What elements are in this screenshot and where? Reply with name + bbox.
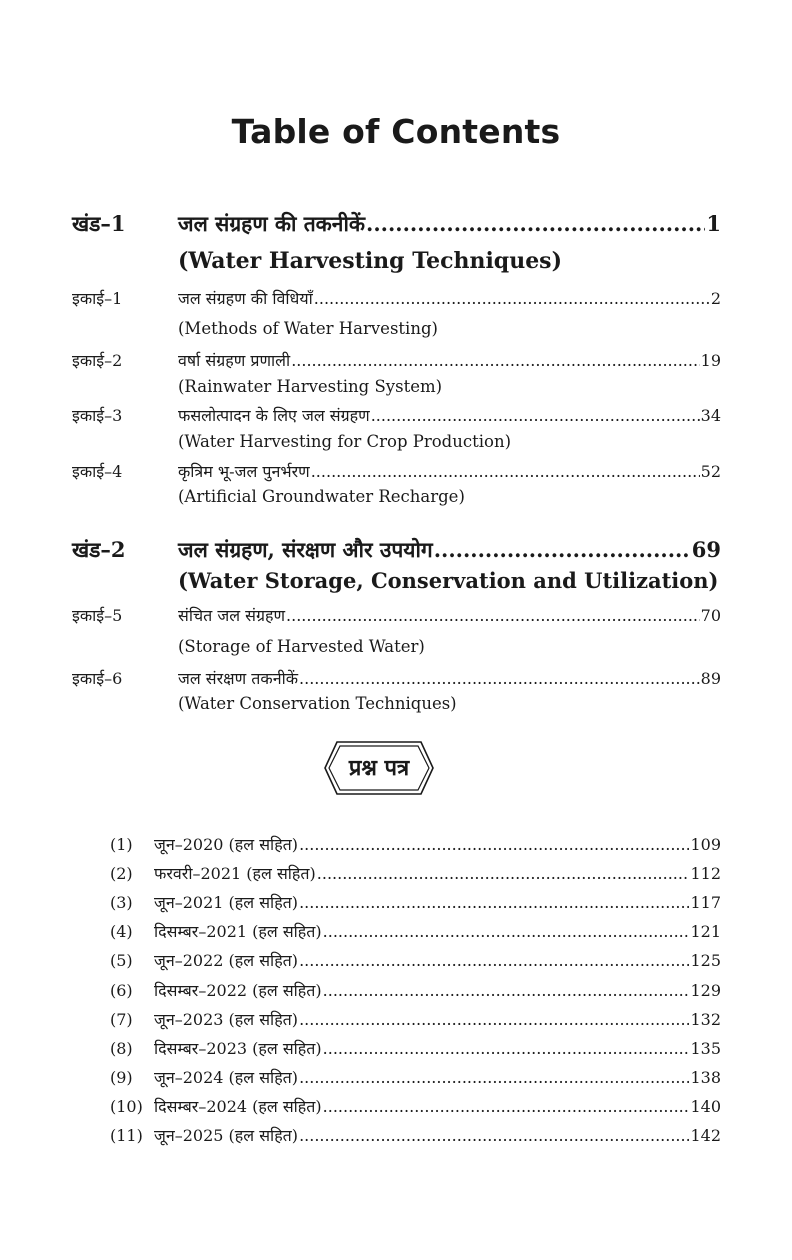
paper-title: जून–2023 (हल सहित) bbox=[154, 1009, 299, 1029]
question-paper-entry[interactable] bbox=[110, 1066, 721, 1088]
section-title-english: (Water Storage, Conservation and Utilization) bbox=[178, 568, 719, 593]
leader-dots bbox=[311, 462, 700, 481]
unit-label: इकाई–2 bbox=[72, 351, 123, 370]
unit-entry[interactable] bbox=[178, 667, 721, 689]
paper-number: (3) bbox=[110, 893, 133, 913]
unit-title-english: (Water Conservation Techniques) bbox=[178, 694, 457, 713]
question-paper-entry[interactable] bbox=[110, 862, 721, 884]
paper-number: (10) bbox=[110, 1096, 143, 1116]
paper-number: (7) bbox=[110, 1009, 133, 1029]
unit-page-number: 2 bbox=[710, 289, 721, 308]
paper-page-number: 138 bbox=[690, 1067, 721, 1087]
leader-dots bbox=[299, 1010, 689, 1029]
unit-page-number: 70 bbox=[700, 606, 721, 625]
leader-dots bbox=[299, 669, 700, 688]
paper-number: (2) bbox=[110, 864, 133, 884]
paper-page-number: 121 bbox=[690, 922, 721, 942]
paper-page-number: 140 bbox=[690, 1096, 721, 1116]
question-papers-heading: प्रश्न पत्र bbox=[348, 755, 410, 781]
paper-number: (4) bbox=[110, 922, 133, 942]
section-label: खंड–2 bbox=[72, 537, 126, 562]
section-entry[interactable] bbox=[178, 210, 721, 238]
leader-dots bbox=[299, 1068, 689, 1087]
paper-number: (1) bbox=[110, 835, 133, 854]
unit-entry[interactable] bbox=[178, 404, 721, 426]
paper-page-number: 142 bbox=[690, 1126, 721, 1145]
unit-title-english: (Storage of Harvested Water) bbox=[178, 637, 425, 656]
unit-title-hindi: जल संग्रहण की विधियाँ bbox=[178, 289, 313, 308]
unit-entry[interactable] bbox=[178, 287, 721, 309]
section-title-hindi: जल संग्रहण की तकनीकें bbox=[178, 211, 366, 236]
paper-title: दिसम्बर–2024 (हल सहित) bbox=[154, 1096, 322, 1116]
paper-number: (6) bbox=[110, 980, 133, 1000]
leader-dots bbox=[299, 1126, 689, 1145]
leader-dots bbox=[291, 351, 699, 370]
leader-dots bbox=[299, 893, 689, 912]
question-paper-entry[interactable] bbox=[110, 949, 721, 971]
unit-title-english: (Methods of Water Harvesting) bbox=[178, 319, 438, 338]
unit-page-number: 89 bbox=[700, 669, 721, 688]
leader-dots bbox=[366, 211, 705, 236]
paper-page-number: 112 bbox=[690, 864, 721, 884]
question-paper-entry[interactable] bbox=[110, 979, 721, 1001]
leader-dots bbox=[314, 289, 710, 308]
paper-title: जून–2025 (हल सहित) bbox=[154, 1126, 299, 1145]
paper-number: (11) bbox=[110, 1126, 143, 1145]
paper-page-number: 129 bbox=[690, 980, 721, 1000]
leader-dots bbox=[299, 951, 689, 970]
section-page-number: 69 bbox=[691, 537, 721, 562]
question-paper-entry[interactable] bbox=[110, 920, 721, 942]
unit-page-number: 34 bbox=[700, 406, 721, 425]
unit-title-hindi: वर्षा संग्रहण प्रणाली bbox=[178, 351, 291, 370]
paper-title: जून–2024 (हल सहित) bbox=[154, 1067, 299, 1087]
unit-title-english: (Rainwater Harvesting System) bbox=[178, 377, 443, 396]
paper-title: दिसम्बर–2023 (हल सहित) bbox=[154, 1038, 322, 1058]
paper-title: दिसम्बर–2022 (हल सहित) bbox=[154, 980, 322, 1000]
question-paper-entry[interactable] bbox=[110, 1124, 721, 1146]
unit-title-hindi: फसलोत्पादन के लिए जल संग्रहण bbox=[178, 406, 370, 425]
page-title: Table of Contents bbox=[231, 112, 561, 151]
question-paper-entry[interactable] bbox=[110, 1008, 721, 1030]
section-page-number: 1 bbox=[706, 211, 721, 236]
question-paper-entry[interactable] bbox=[110, 1037, 721, 1059]
leader-dots bbox=[434, 537, 691, 562]
paper-number: (8) bbox=[110, 1038, 133, 1058]
unit-title-english: (Artificial Groundwater Recharge) bbox=[178, 487, 465, 506]
leader-dots bbox=[323, 1039, 690, 1058]
unit-label: इकाई–6 bbox=[72, 669, 123, 688]
unit-entry[interactable] bbox=[178, 604, 721, 626]
section-entry[interactable] bbox=[178, 536, 721, 564]
unit-title-english: (Water Harvesting for Crop Production) bbox=[178, 432, 512, 451]
leader-dots bbox=[323, 922, 690, 941]
paper-page-number: 125 bbox=[690, 951, 721, 971]
unit-label: इकाई–1 bbox=[72, 289, 123, 308]
paper-number: (9) bbox=[110, 1067, 133, 1087]
section-title-english: (Water Harvesting Techniques) bbox=[178, 248, 562, 274]
question-paper-entry[interactable] bbox=[110, 891, 721, 913]
paper-title: जून–2022 (हल सहित) bbox=[154, 951, 299, 971]
paper-page-number: 132 bbox=[690, 1009, 721, 1029]
unit-page-number: 19 bbox=[700, 351, 721, 370]
paper-title: जून–2020 (हल सहित) bbox=[154, 835, 299, 854]
leader-dots bbox=[323, 1097, 690, 1116]
unit-label: इकाई–4 bbox=[72, 462, 123, 481]
unit-title-hindi: कृत्रिम भू-जल पुनर्भरण bbox=[178, 462, 310, 481]
unit-title-hindi: जल संरक्षण तकनीकें bbox=[178, 669, 299, 688]
leader-dots bbox=[299, 835, 689, 854]
question-papers-badge bbox=[323, 740, 435, 796]
unit-label: इकाई–5 bbox=[72, 606, 123, 625]
unit-title-hindi: संचित जल संग्रहण bbox=[178, 606, 286, 625]
paper-number: (5) bbox=[110, 951, 133, 971]
paper-page-number: 109 bbox=[690, 835, 721, 854]
section-title-hindi: जल संग्रहण, संरक्षण और उपयोग bbox=[178, 537, 433, 562]
unit-entry[interactable] bbox=[178, 460, 721, 482]
question-paper-entry[interactable] bbox=[110, 833, 721, 855]
section-label: खंड–1 bbox=[72, 211, 126, 236]
leader-dots bbox=[323, 981, 690, 1000]
unit-entry[interactable] bbox=[178, 349, 721, 371]
unit-page-number: 52 bbox=[700, 462, 721, 481]
leader-dots bbox=[371, 406, 700, 425]
leader-dots bbox=[286, 606, 700, 625]
question-paper-entry[interactable] bbox=[110, 1095, 721, 1117]
paper-title: फरवरी–2021 (हल सहित) bbox=[154, 864, 316, 884]
paper-title: दिसम्बर–2021 (हल सहित) bbox=[154, 922, 322, 942]
unit-label: इकाई–3 bbox=[72, 406, 123, 425]
leader-dots bbox=[317, 864, 690, 883]
paper-title: जून–2021 (हल सहित) bbox=[154, 893, 299, 913]
paper-page-number: 117 bbox=[690, 893, 721, 913]
paper-page-number: 135 bbox=[690, 1038, 721, 1058]
